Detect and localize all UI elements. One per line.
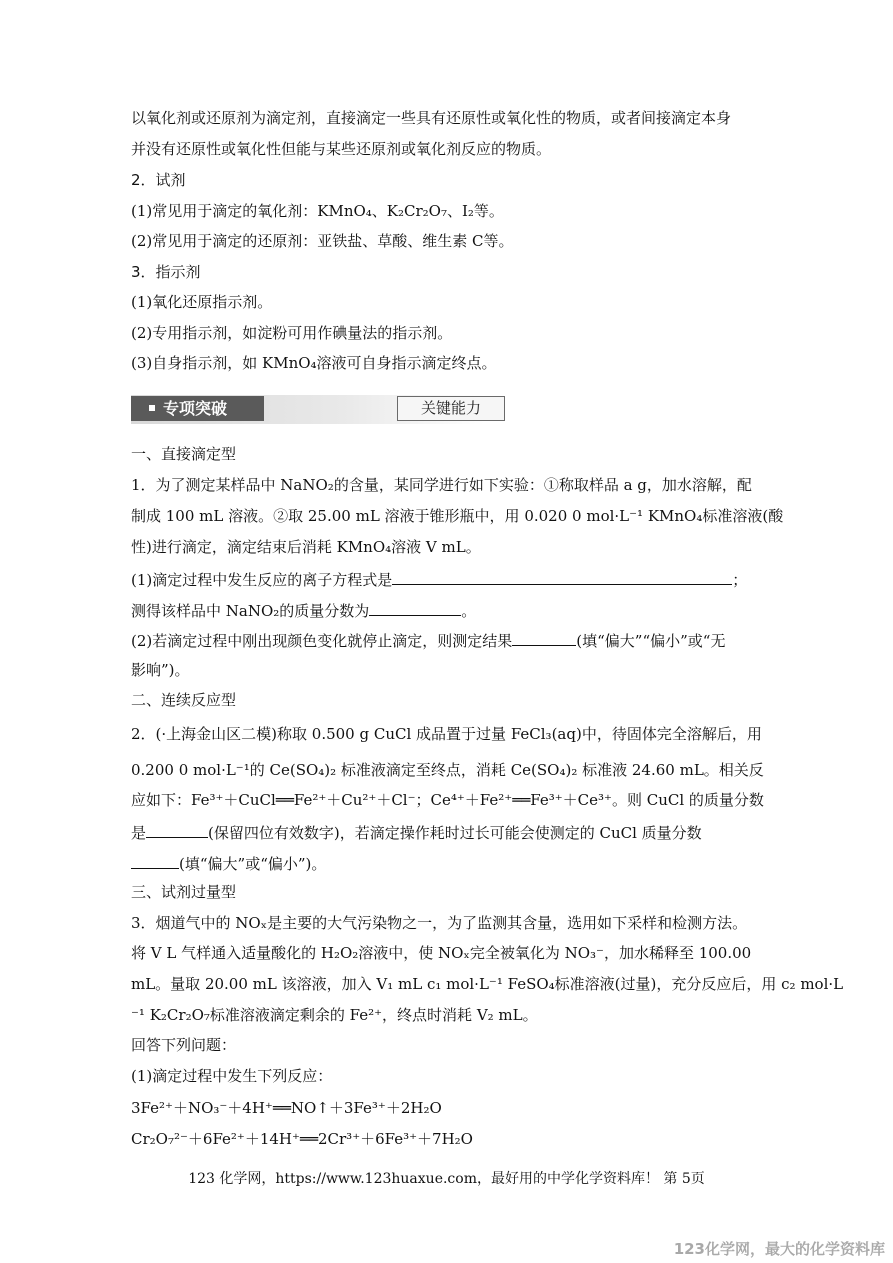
q3-line-5: 回答下列问题： [131,1036,237,1054]
indicator-1: (1)氧化还原指示剂。 [131,293,273,311]
q3-line-1: 3．烟道气中的 NOₓ是主要的大气污染物之一，为了监测其含量，选用如下采样和检测方法。 [131,914,748,932]
section-1-heading: 一、直接滴定型 [131,445,237,463]
q2-line-3: 应如下：Fe³⁺＋CuCl══Fe²⁺＋Cu²⁺＋Cl⁻；Ce⁴⁺＋Fe²⁺══Fe³⁺＋Ce³⁺。则 CuCl 的质量分数 [131,791,764,809]
q1-part-1a-text: (1)滴定过程中发生反应的离子方程式是 [131,571,393,589]
intro-line-2: 并没有还原性或氧化性但能与某些还原剂或氧化剂反应的物质。 [131,140,552,158]
section-2-heading: 二、连续反应型 [131,691,237,709]
q1-part-2a [131,629,725,651]
section-3-heading: 三、试剂过量型 [131,883,237,901]
reagents-title: 2．试剂 [131,171,186,189]
answer-blank[interactable] [369,599,461,616]
page-footer: 123 化学网，https://www.123huaxue.com，最好用的中学化学资料库！ 第 5页 [188,1171,705,1187]
banner-dark-tab [131,396,264,421]
reagents-reductant: (2)常见用于滴定的还原剂：亚铁盐、草酸、维生素 C等。 [131,232,514,250]
q3-line-2: 将 V L 气样通入适量酸化的 H₂O₂溶液中，使 NOₓ完全被氧化为 NO₃⁻，加水稀释至 100.00 [131,944,752,962]
q1-part-1b-text: 测得该样品中 NaNO₂的质量分数为 [131,602,370,620]
reagents-oxidant: (1)常见用于滴定的氧化剂：KMnO₄、K₂Cr₂O₇、I₂等。 [131,202,504,220]
indicators-title: 3．指示剂 [131,263,201,281]
indicator-3: (3)自身指示剂，如 KMnO₄溶液可自身指示滴定终点。 [131,354,497,372]
answer-blank[interactable] [512,629,576,646]
indicator-2: (2)专用指示剂，如淀粉可用作碘量法的指示剂。 [131,324,453,342]
q2-line-4 [131,821,702,843]
equation-1: 3Fe²⁺＋NO₃⁻＋4H⁺══NO↑＋3Fe³⁺＋2H₂O [131,1099,442,1117]
q1-part-1a [131,568,747,590]
q1-line-3: 性)进行滴定，滴定结束后消耗 KMnO₄溶液 V mL。 [131,538,481,556]
section-banner [131,395,485,424]
q1-part-2a-end: (填“偏大”“偏小”或“无 [576,632,726,650]
q1-part-2a-text: (2)若滴定过程中刚出现颜色变化就停止滴定，则测定结果 [131,632,513,650]
banner-dark-label: 专项突破 [163,399,228,418]
q2-line-4b: (保留四位有效数字)，若滴定操作耗时过长可能会使测定的 CuCl 质量分数 [208,824,702,842]
q3-line-3: mL。量取 20.00 mL 该溶液，加入 V₁ mL c₁ mol·L⁻¹ FeSO₄标准溶液(过量)，充分反应后，用 c₂ mol·L [131,975,844,993]
q1-part-1b-end: 。 [461,602,477,620]
answer-blank[interactable] [131,852,179,869]
q2-line-5 [131,852,326,874]
answer-blank[interactable] [146,821,208,838]
q3-line-4: ⁻¹ K₂Cr₂O₇标准溶液滴定剩余的 Fe²⁺，终点时消耗 V₂ mL。 [131,1006,538,1024]
equation-2: Cr₂O₇²⁻＋6Fe²⁺＋14H⁺══2Cr³⁺＋6Fe³⁺＋7H₂O [131,1130,473,1148]
q1-line-2: 制成 100 mL 溶液。②取 25.00 mL 溶液于锥形瓶中，用 0.020 0 mol·L⁻¹ KMnO₄标准溶液(酸 [131,507,784,525]
answer-blank[interactable] [392,568,732,585]
banner-light-tab: 关键能力 [397,396,505,421]
square-bullet-icon [149,405,155,411]
q2-line-5-text: (填“偏大”或“偏小”)。 [179,855,327,873]
watermark: 123化学网，最大的化学资料库 [673,1240,885,1258]
q1-line-1: 1．为了测定某样品中 NaNO₂的含量，某同学进行如下实验：①称取样品 a g，加水溶解，配 [131,476,752,494]
q1-part-2b: 影响”)。 [131,661,190,679]
q2-line-2: 0.200 0 mol·L⁻¹的 Ce(SO₄)₂ 标准液滴定至终点，消耗 Ce(SO₄)₂ 标准液 24.60 mL。相关反 [131,761,764,779]
intro-line-1: 以氧化剂或还原剂为滴定剂，直接滴定一些具有还原性或氧化性的物质，或者间接滴定本身 [131,109,732,127]
q1-part-1a-end: ； [732,571,748,589]
q2-line-1: 2．(·上海金山区二模)称取 0.500 g CuCl 成品置于过量 FeCl₃(aq)中，待固体完全溶解后，用 [131,725,762,743]
q1-part-1b [131,599,476,621]
q3-line-6: (1)滴定过程中发生下列反应： [131,1067,333,1085]
q2-line-4a: 是 [131,824,147,842]
